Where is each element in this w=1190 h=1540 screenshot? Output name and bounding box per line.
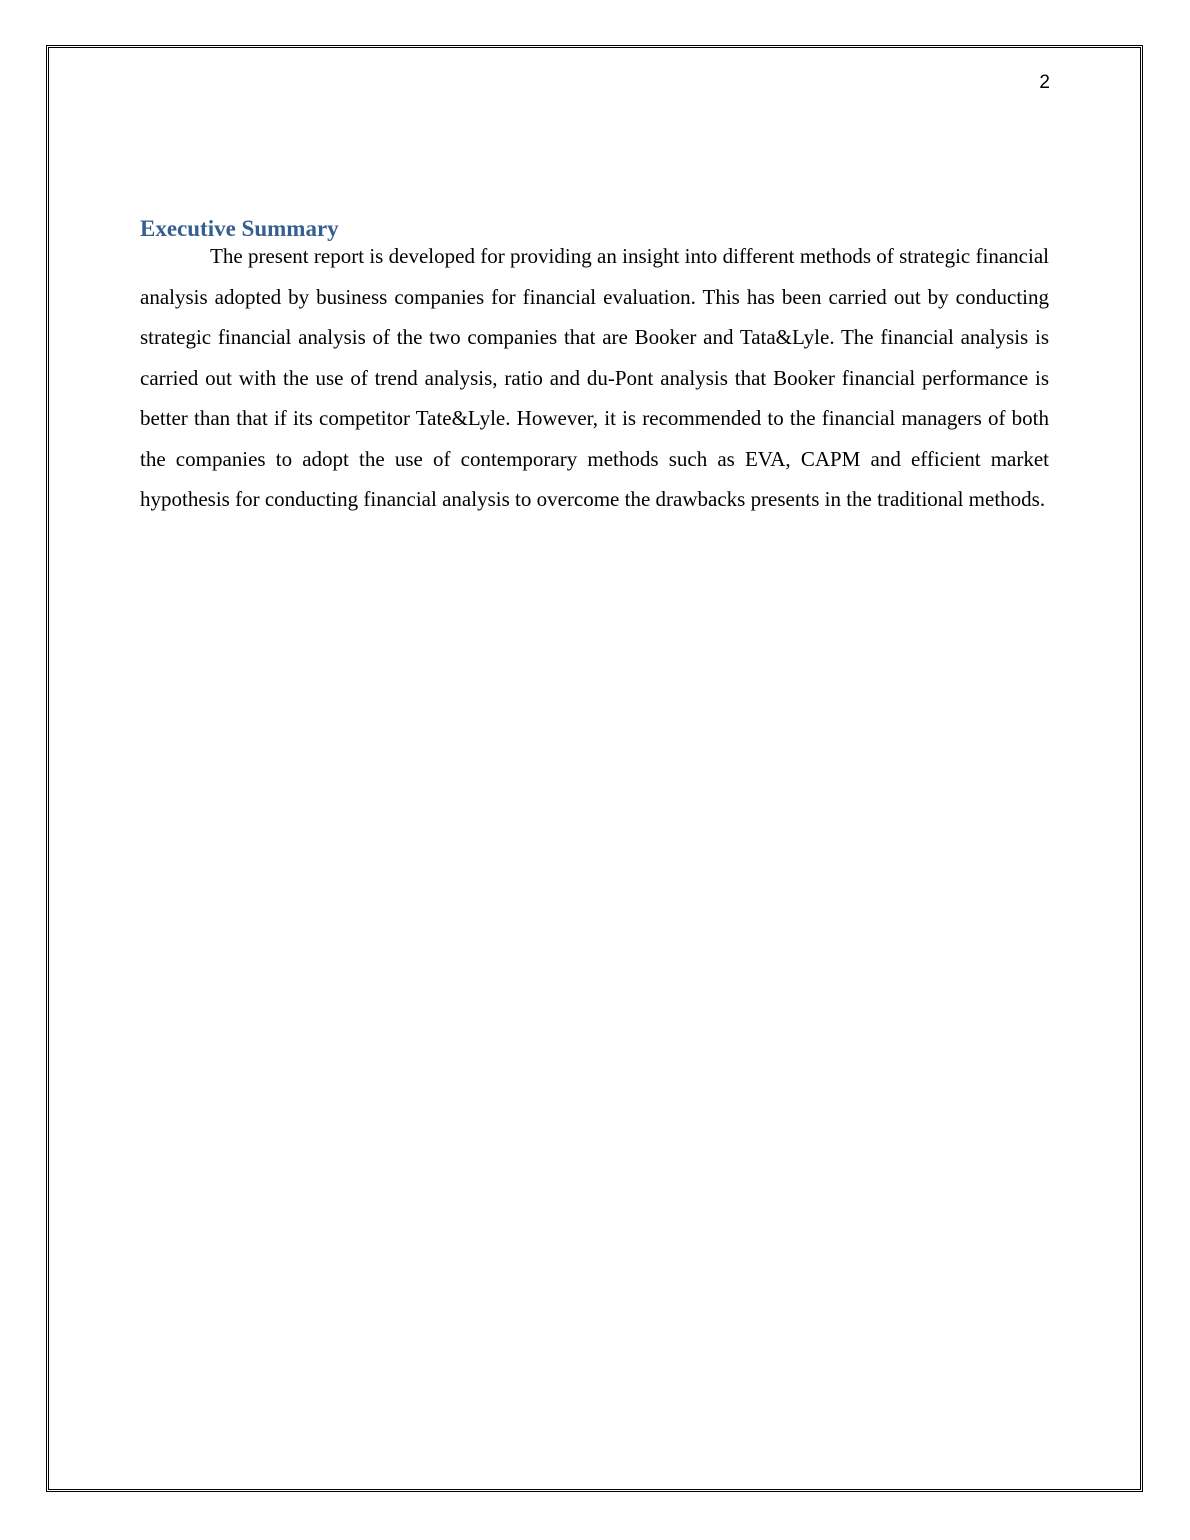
page-number: 2 bbox=[1039, 72, 1050, 93]
summary-paragraph: The present report is developed for providing an insight into different methods of strategic financial analysis adopted by business companies for financial evaluation. This has been carried out by conducting strategic financial analysis of the two companies that are Booker and Tata&Lyle. The financial analysis is carried out with the use of trend analysis, ratio and du-Pont analysis that Booker financial performance is better than that if its competitor Tate&Lyle. However, it is recommended to the financial managers of both the companies to adopt the use of contemporary methods such as EVA, CAPM and efficient market hypothesis for conducting financial analysis to overcome the drawbacks presents in the traditional methods. bbox=[140, 244, 1049, 511]
section-heading: Executive Summary bbox=[140, 216, 339, 241]
document-body bbox=[140, 214, 1049, 520]
